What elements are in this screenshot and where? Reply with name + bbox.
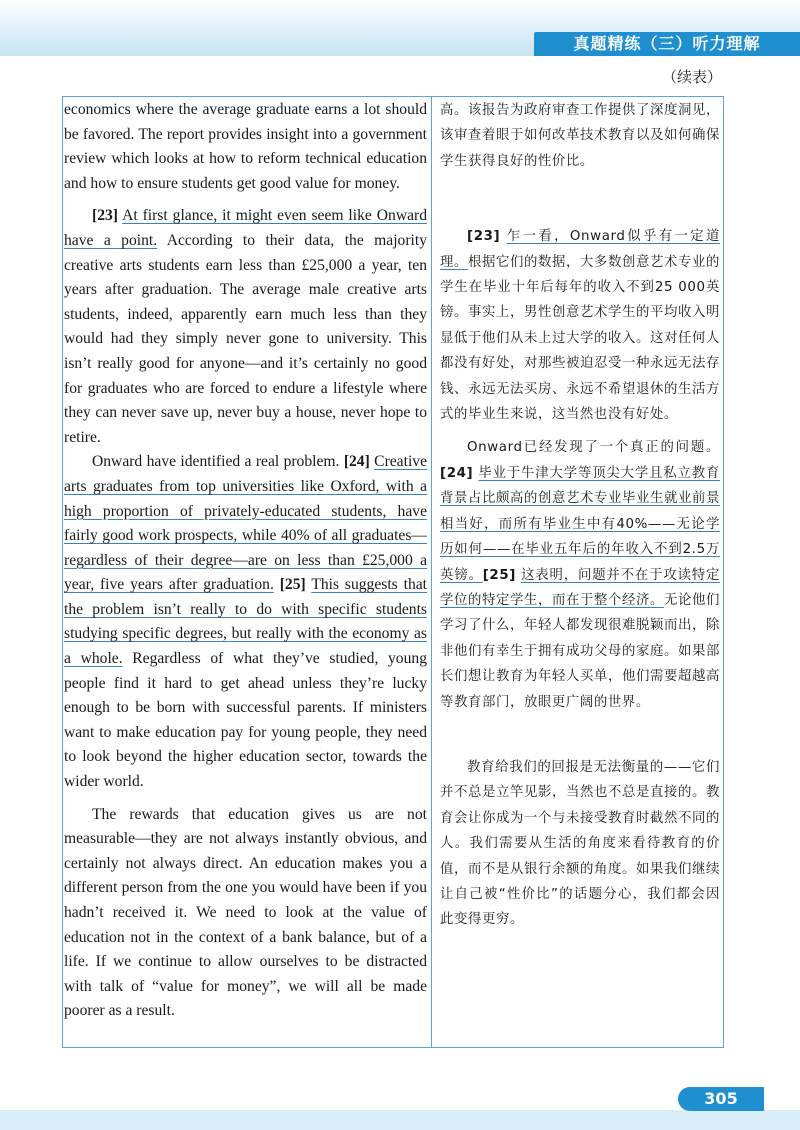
zh-question-ref-24: [24] (440, 465, 474, 481)
en-paragraph-2 (64, 204, 427, 450)
en-paragraph-2-text: According to their data, the majority creative arts students earn less than £25,000 a year, ten years after graduation. The average male creative arts students, indeed, apparently earn much less than they would had they simply never gone to university. This isn’t really good for anyone—and it’s certainly no good for graduates who are forced to endure a lifestyle where they can never save up, never buy a house, never hope to retire. (64, 231, 428, 446)
question-ref-24: [24] (343, 453, 370, 471)
chinese-column (440, 98, 720, 933)
en-paragraph-3 (64, 450, 427, 794)
question-ref-25: [25] (279, 576, 306, 594)
en-paragraph-3-lead: Onward have identified a real problem. (92, 453, 344, 471)
zh-question-ref-23: [23] (467, 229, 501, 245)
underlined-answer-25: This suggests that the problem isn’t really to do with specific students studying specific degrees, but really with the economy as a whole. (64, 576, 427, 668)
continued-label: （续表） (661, 68, 722, 86)
zh-paragraph-3-text: 无论他们学习了什么，年轻人都发现很难脱颖而出，除非他们有幸生于拥有成功父母的家庭。如果部长们想让教育为年轻人买单，他们需要超越高等教育部门，放眼更广阔的世界。 (440, 592, 720, 710)
zh-underlined-answer-24: 毕业于牛津大学等顶尖大学且私立教育背景占比颇高的创意艺术专业毕业生就业前景相当好，而所有毕业生中有40%——无论学历如何——在毕业五年后的年收入不到2.5万英镑。 (440, 465, 720, 583)
en-paragraph-3-text: Regardless of what they’ve studied, young people find it hard to get ahead unless they’re lucky enough to be born with successful parents. If ministers want to make education pay for young people, they need to look beyond the higher education sector, towards the wider world. (64, 650, 427, 791)
zh-paragraph-2-text: 根据它们的数据，大多数创意艺术专业的学生在毕业十年后每年的收入不到25 000英镑。事实上，男性创意艺术学生的平均收入明显低于他们从未上过大学的收入。这对任何人都没有好处，对那些被迫忍受一种永远无法存钱、永远无法买房、永远不希望退休的生活方式的毕业生来说，这当然也没有好处。 (440, 254, 720, 423)
english-column (64, 98, 427, 1024)
column-divider (431, 96, 432, 1048)
zh-paragraph-4: 教育给我们的回报是无法衡量的——它们并不总是立竿见影，当然也不总是直接的。教育会让你成为一个与未接受教育时截然不同的人。我们需要从生活的角度来看待教育的价值，而不是从银行余额的角度。如果我们继续让自己被“性价比”的话题分心，我们都会因此变得更穷。 (440, 759, 720, 928)
zh-paragraph-2 (440, 224, 720, 427)
zh-paragraph-1: 高。该报告为政府审查工作提供了深度洞见，该审查着眼于如何改革技术教育以及如何确保学生获得良好的性价比。 (440, 103, 720, 169)
zh-question-ref-25: [25] (482, 567, 516, 583)
section-title: 真题精练（三）听力理解 (534, 32, 800, 56)
zh-paragraph-3 (440, 435, 720, 714)
en-paragraph-4: The rewards that education gives us are not measurable—they are not always instantly obvious, and certainly not always direct. An education makes you a different person from the one you would have been if you hadn’t received it. We need to look at the value of education not in the context of a bank balance, but of a life. If we continue to allow ourselves to be distracted with talk of “value for money”, we will all be made poorer as a result. (64, 805, 427, 1020)
zh-underlined-answer-25: 这表明，问题并不在于攻读特定学位的特定学生，而在于整个经济。 (440, 567, 720, 608)
question-ref-23: [23] (92, 207, 118, 225)
underlined-answer-24: Creative arts graduates from top universities like Oxford, with a high proportion of privately-educated students, have fairly good work prospects, while 40% of all graduates—regardless of their degree—are on less than £25,000 a year, five years after graduation. (64, 453, 427, 594)
footer-band (0, 1110, 800, 1130)
zh-underlined-answer-23: 乍一看，Onward似乎有一定道理。 (440, 229, 720, 270)
page-number: 305 (678, 1087, 764, 1111)
underlined-answer-23: At first glance, it might even seem like Onward have a point. (64, 207, 427, 249)
en-paragraph-1: economics where the average graduate earns a lot should be favored. The report provides insight into a government review which looks at how to reform technical education and how to ensure students get good value for money. (64, 101, 427, 192)
zh-paragraph-3-lead: Onward已经发现了一个真正的问题。 (467, 440, 720, 456)
